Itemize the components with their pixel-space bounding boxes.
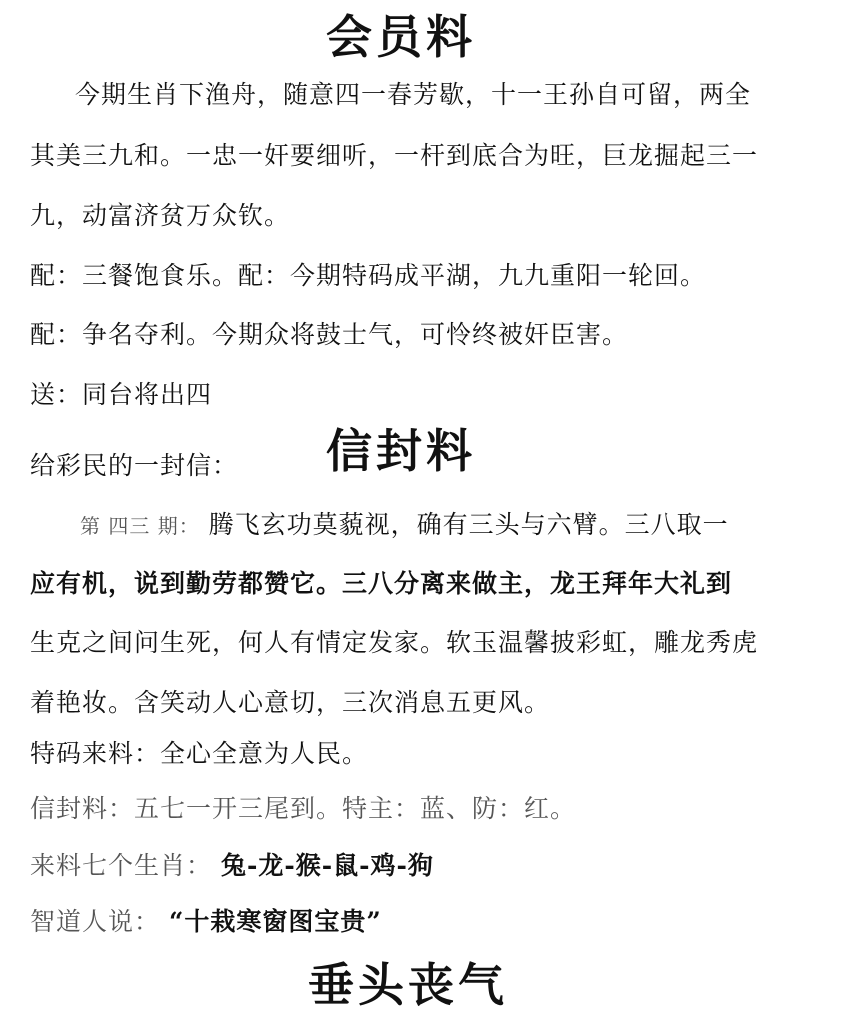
letter-line-1 xyxy=(80,512,729,537)
song-line: 送：同台将出四 xyxy=(30,380,213,409)
letter-line-2: 应有机，说到勤劳都赞它。三八分离来做主，龙王拜年大礼到 xyxy=(30,569,733,598)
pei-line-2: 配：争名夺利。今期众将鼓士气，可怜终被奸臣害。 xyxy=(30,320,629,349)
poem-line-2: 其美三九和。一忠一奸要细听，一杆到底合为旺，巨龙掘起三一 xyxy=(30,141,759,170)
zodiac-value: 兔-龙-猴-鼠-鸡-狗 xyxy=(220,851,434,880)
letter-line-1-text: 腾飞玄功莫藐视，确有三头与六臂。三八取一 xyxy=(208,510,729,539)
letter-intro: 给彩民的一封信： xyxy=(30,451,239,480)
envelope-info-line: 信封料：五七一开三尾到。特主：蓝、防：红。 xyxy=(30,794,577,823)
issue-number: 第 四三 期： xyxy=(80,514,200,538)
letter-line-3: 生克之间问生死，何人有情定发家。软玉温馨披彩虹，雕龙秀虎 xyxy=(30,628,759,657)
poem-line-1: 今期生肖下渔舟，随意四一春芳歇，十一王孙自可留，两全 xyxy=(75,80,752,109)
pei-line-1: 配：三餐饱食乐。配：今期特码成平湖，九九重阳一轮回。 xyxy=(30,261,707,290)
special-source-line: 特码来料：全心全意为人民。 xyxy=(30,739,369,768)
saying-value: “十栽寒窗图宝贵” xyxy=(168,907,382,936)
title-bottom: 垂头丧气 xyxy=(308,958,508,1012)
zodiac-label: 来料七个生肖： xyxy=(30,851,213,880)
letter-line-4: 着艳妆。含笑动人心意切，三次消息五更风。 xyxy=(30,688,551,717)
title-envelope-material: 信封料 xyxy=(326,424,476,478)
title-member-material: 会员料 xyxy=(326,10,476,64)
saying-label: 智道人说： xyxy=(30,907,161,936)
zodiac-line xyxy=(30,853,434,878)
saying-line xyxy=(30,909,382,934)
poem-line-3: 九，动富济贫万众钦。 xyxy=(30,201,291,230)
